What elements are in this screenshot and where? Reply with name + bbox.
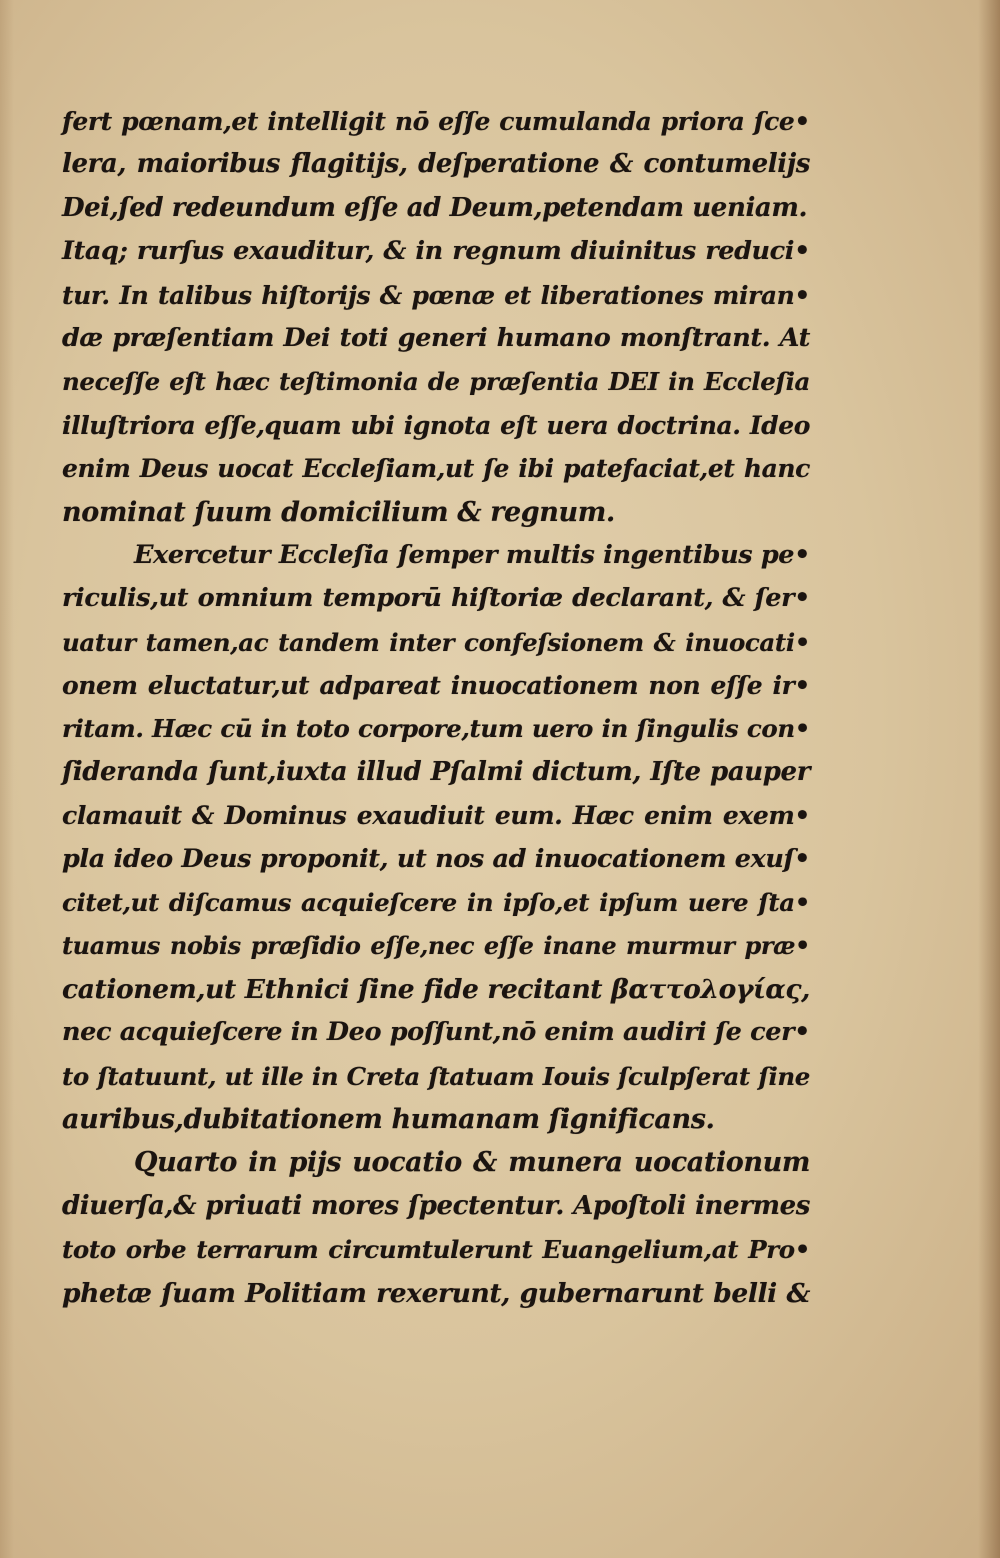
text-line: diuerſa,& priuati mores ſpectentur. Apoſtoli inermes [62, 1190, 810, 1221]
text-line: ritam. Hæc cū in toto corpore,tum uero in ſingulis con• [62, 714, 810, 744]
text-line: onem eluctatur,ut adpareat inuocationem non eſſe ir• [62, 671, 810, 701]
text-line: tuamus nobis præſidio eſſe,nec eſſe inane murmur præ• [62, 931, 810, 961]
text-line: Quarto in pijs uocatio & munera uocationum [134, 1147, 810, 1179]
text-line: Dei,ſed redeundum eſſe ad Deum,petendam ueniam. [62, 192, 808, 223]
text-line: to ſtatuunt, ut ille in Creta ſtatuam Iouis ſculpſerat ſine [62, 1061, 810, 1091]
text-line: lera, maioribus flagitijs, deſperatione & contumelijs [62, 149, 810, 180]
text-line: citet,ut diſcamus acquieſcere in ipſo,et ipſum uere ſta• [62, 888, 810, 918]
text-line: pla ideo Deus proponit, ut nos ad inuocationem exuſ• [62, 843, 810, 874]
text-line: illuſtriora eſſe,quam ubi ignota eſt uera doctrina. Ideo [62, 410, 810, 440]
text-line: riculis,ut omnium temporū hiſtoriæ declarant, & ſer• [62, 583, 810, 614]
text-line: tur. In talibus hiſtorijs & pœnæ et liberationes miran• [62, 280, 810, 310]
page-edge-shadow [978, 0, 1000, 1558]
text-line: clamauit & Dominus exaudiuit eum. Hæc enim exem• [62, 801, 810, 831]
text-line: Exercetur Eccleſia ſemper multis ingentibus pe• [134, 539, 810, 570]
text-line: fert pœnam,et intelligit nō eſſe cumulanda priora ſce• [62, 107, 810, 136]
text-line: neceſſe eſt hæc teſtimonia de præſentia DEI in Eccleſia [62, 367, 810, 397]
page-gutter-shadow [0, 0, 14, 1558]
text-line: enim Deus uocat Eccleſiam,ut ſe ibi patefaciat,et hanc [62, 454, 810, 484]
text-line: phetæ ſuam Politiam rexerunt, gubernarunt belli & [62, 1277, 810, 1309]
text-line: nec acquieſcere in Deo poſſunt,nō enim audiri ſe cer• [62, 1017, 810, 1048]
text-line: uatur tamen,ac tandem inter confeſsionem & inuocati• [62, 627, 810, 657]
body-text [62, 100, 810, 1315]
text-line: cationem,ut Ethnici ſine fide recitant βαττολογίας, [62, 973, 810, 1005]
text-line: Itaq; rurſus exauditur, & in regnum diuinitus reduci• [62, 236, 810, 267]
text-line: toto orbe terrarum circumtulerunt Euangelium,at Pro• [62, 1235, 810, 1265]
text-line: nominat ſuum domicilium & regnum. [62, 496, 615, 528]
text-line: ſideranda ſunt,iuxta illud Pſalmi dictum, Iſte pauper [62, 756, 810, 787]
text-line: dæ præſentiam Dei toti generi humano monſtrant. At [62, 322, 810, 353]
text-line: auribus,dubitationem humanam ſignificans. [62, 1103, 715, 1135]
